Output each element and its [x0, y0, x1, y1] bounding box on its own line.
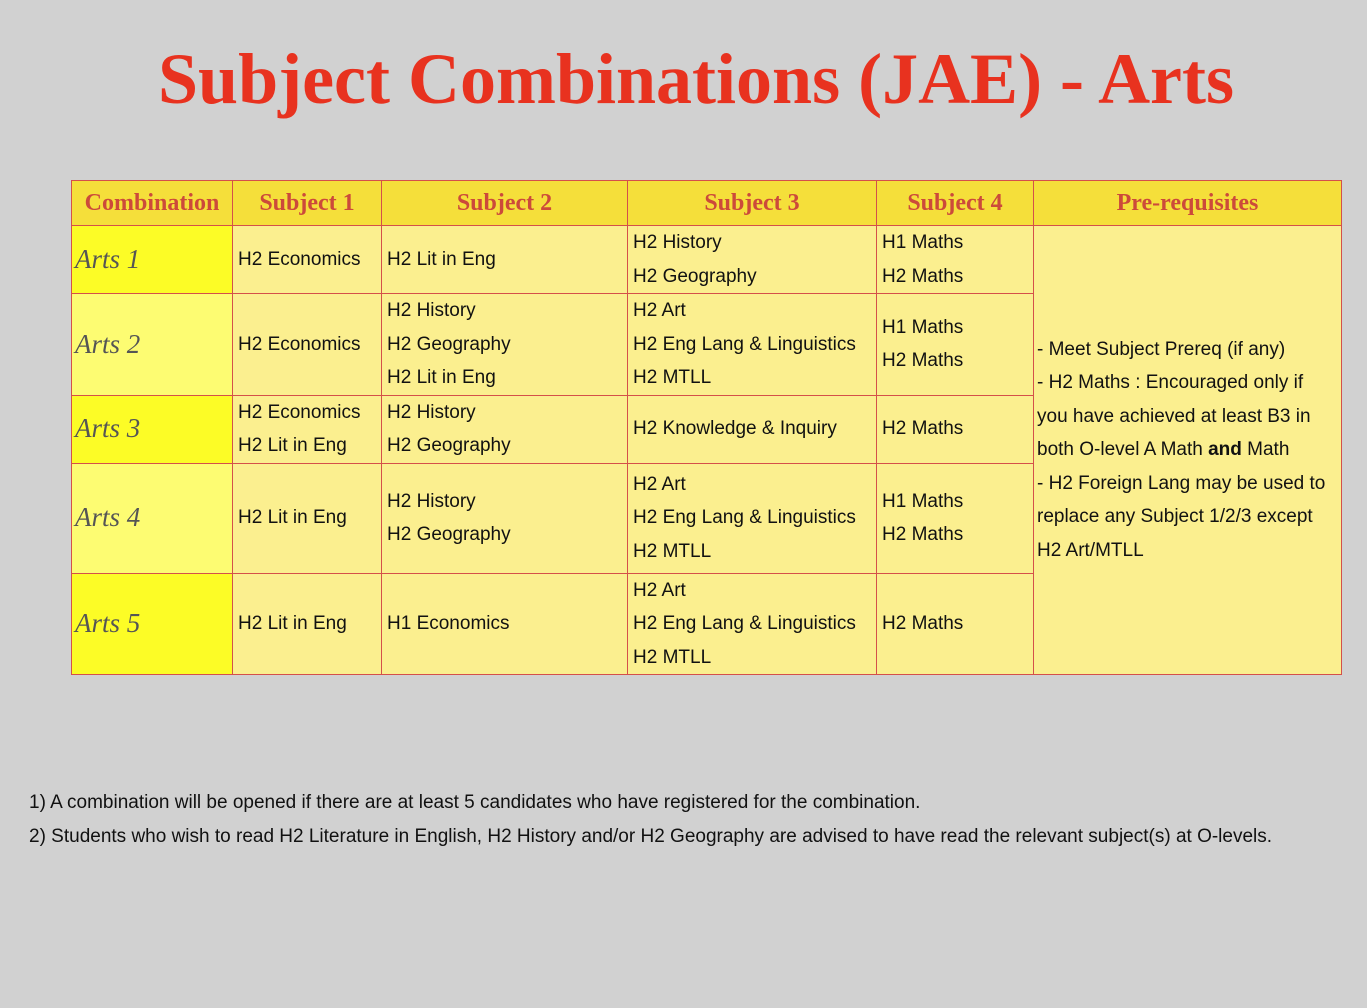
- prereq-text: Math: [1241, 439, 1290, 461]
- subject-4-cell: [877, 226, 1034, 294]
- subject-option: H2 Economics: [238, 333, 361, 355]
- combination-name: Arts 2: [72, 294, 233, 396]
- subject-1-cell: [233, 226, 382, 294]
- subject-3-cell: [628, 226, 877, 294]
- header-subject-3: Subject 3: [628, 181, 877, 226]
- subject-option: H1 Maths: [882, 316, 964, 338]
- prereq-text: - H2 Maths : Encouraged only if you have achieved at least B3 in both O-level A Math: [1037, 372, 1311, 461]
- combination-name: Arts 1: [72, 226, 233, 294]
- prereq-foreign-lang: - H2 Foreign Lang may be used to replace any Subject 1/2/3 except H2 Art/MTLL: [1037, 472, 1326, 561]
- subject-2-cell: [382, 573, 628, 675]
- table-header-row: [72, 181, 1342, 226]
- subject-2-cell: [382, 463, 628, 573]
- subject-2-cell: [382, 395, 628, 463]
- subject-option: H2 History: [387, 300, 476, 321]
- subject-option: H2 MTLL: [633, 540, 712, 562]
- subject-option: H2 Geography: [387, 435, 511, 456]
- subject-option: H2 History: [633, 232, 722, 253]
- combination-name: Arts 4: [72, 463, 233, 573]
- subject-option: H2 Maths: [882, 524, 964, 545]
- subject-option: H2 Lit in Eng: [238, 435, 347, 456]
- subject-combinations-table: [71, 180, 1342, 675]
- header-subject-4: Subject 4: [877, 181, 1034, 226]
- header-subject-2: Subject 2: [382, 181, 628, 226]
- subject-option: H2 Geography: [387, 524, 511, 545]
- header-combination: Combination: [72, 181, 233, 226]
- subject-option: H2 MTLL: [633, 646, 712, 668]
- subject-option: H2 Knowledge & Inquiry: [633, 418, 837, 440]
- subject-option: H2 Art: [633, 473, 686, 495]
- subject-option: H2 Geography: [633, 265, 757, 287]
- header-prerequisites: Pre-requisites: [1034, 181, 1342, 226]
- prereq-emphasis: and: [1208, 439, 1242, 461]
- subject-option: H2 Eng Lang & Linguistics: [633, 507, 856, 529]
- subject-option: H2 Lit in Eng: [238, 613, 347, 634]
- subject-3-cell: [628, 395, 877, 463]
- subject-4-cell: [877, 294, 1034, 396]
- footnote-1: 1) A combination will be opened if there are at least 5 candidates who have registered for the combination.: [29, 792, 921, 813]
- page-title: Subject Combinations (JAE) - Arts: [157, 39, 1235, 119]
- table-row: [72, 226, 1342, 294]
- subject-option: H2 Eng Lang & Linguistics: [633, 613, 856, 634]
- subject-option: H2 Lit in Eng: [238, 507, 347, 529]
- subject-1-cell: [233, 573, 382, 675]
- subject-option: H1 Maths: [882, 232, 964, 253]
- subject-option: H2 Lit in Eng: [387, 367, 496, 388]
- prereq-h2-maths: [1037, 366, 1338, 467]
- subject-4-cell: [877, 395, 1034, 463]
- subject-4-cell: [877, 463, 1034, 573]
- subject-option: H2 Geography: [387, 333, 511, 355]
- subject-option: H2 Economics: [238, 401, 361, 423]
- subject-3-cell: [628, 463, 877, 573]
- subject-1-cell: [233, 294, 382, 396]
- subject-1-cell: [233, 463, 382, 573]
- subject-option: H2 Maths: [882, 613, 964, 634]
- combination-name: Arts 5: [72, 573, 233, 675]
- subject-option: H2 Maths: [882, 265, 964, 287]
- subject-option: H2 History: [387, 401, 476, 423]
- subject-4-cell: [877, 573, 1034, 675]
- subject-option: H2 Economics: [238, 248, 361, 270]
- subject-3-cell: [628, 294, 877, 396]
- header-subject-1: Subject 1: [233, 181, 382, 226]
- subject-3-cell: [628, 573, 877, 675]
- subject-option: H1 Economics: [387, 613, 510, 634]
- subject-option: H2 Maths: [882, 418, 964, 440]
- subject-option: H2 Eng Lang & Linguistics: [633, 333, 856, 355]
- subject-option: H2 Lit in Eng: [387, 248, 496, 270]
- subject-option: H2 Art: [633, 300, 686, 321]
- subject-option: H2 Art: [633, 579, 686, 601]
- subject-2-cell: [382, 294, 628, 396]
- subject-1-cell: [233, 395, 382, 463]
- prerequisites-cell: [1034, 226, 1342, 675]
- subject-option: H2 Maths: [882, 350, 964, 372]
- footnotes: [29, 786, 1272, 854]
- prereq-subject: - Meet Subject Prereq (if any): [1037, 338, 1286, 360]
- subject-option: H1 Maths: [882, 490, 964, 512]
- combination-name: Arts 3: [72, 395, 233, 463]
- subject-2-cell: [382, 226, 628, 294]
- footnote-2: 2) Students who wish to read H2 Literature in English, H2 History and/or H2 Geography are advised to have read the relevant subject(s) at O-levels.: [29, 826, 1273, 847]
- subject-option: H2 MTLL: [633, 367, 712, 388]
- subject-option: H2 History: [387, 490, 476, 512]
